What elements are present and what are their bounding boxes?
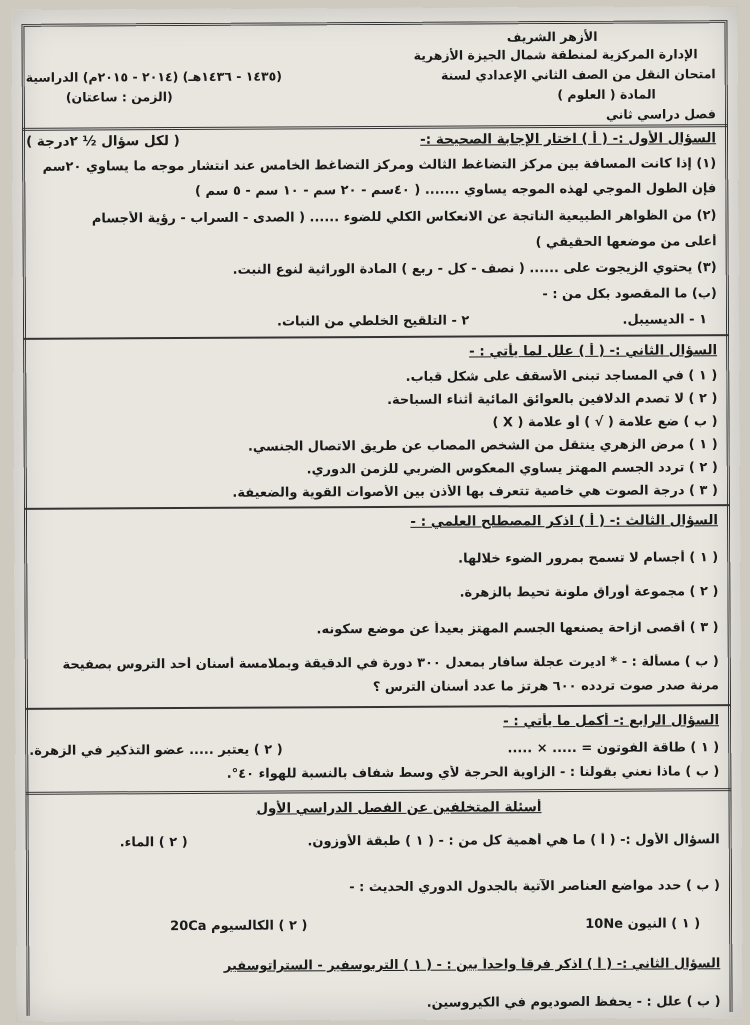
header-exam-title: امتحان النقل من الصف الثاني الإعدادي لسنة <box>440 66 716 83</box>
q1-item2-line2: أعلى من موضعها الحقيقي ) <box>535 234 717 251</box>
q4-item1: ( ١ ) طاقة الفوتون = ..... × ..... <box>507 740 720 757</box>
q1-b-item2: ٢ - التلقيح الخلطي من النبات. <box>276 313 470 330</box>
s2-q1-b-item2: ( ٢ ) الكالسيوم 20Ca <box>170 918 308 935</box>
q2-a-item1: ( ١ ) في المساجد تبنى الأسقف على شكل قباب. <box>405 368 718 385</box>
header-duration: (الزمن : ساعتان) <box>65 89 173 105</box>
s2-q1-item2: ( ٢ ) الماء. <box>119 834 188 851</box>
q1-marks: ( لكل سؤال ½ ٢درجة ) <box>26 133 180 150</box>
section2-title-text: أسئلة المتخلفين عن الفصل الدراسي الأول <box>256 799 542 817</box>
header-administration: الإدارة المركزية لمنطقة شمال الجيزة الأزهرية <box>413 46 698 63</box>
q1-item1-line2: فإن الطول الموجي لهذه الموجه يساوي ....... ( ٤٠سم - ٢٠ سم - ١٠ سم - ٥ سم ) <box>194 181 717 199</box>
header-exam-year: (١٤٣٥ - ١٤٣٦هـ) (٢٠١٤ - ٢٠١٥م) الدراسية <box>25 68 283 85</box>
s2-q1-part-b: ( ب ) حدد مواضع العناصر الآتية بالجدول الدوري الحديث : - <box>349 878 720 896</box>
q3-a-item1: ( ١ ) أجسام لا تسمح بمرور الضوء خلالها. <box>458 550 719 567</box>
q4-part-b: ( ب ) ماذا نعني بقولنا : - الزاوية الحرجة لأي وسط شفاف بالنسبة للهواء ٤٠°. <box>226 764 720 782</box>
s2-q1-title: السؤال الأول :- ( أ ) ما هي أهمية كل من : - ( ١ ) طبقة الأوزون. <box>307 832 720 850</box>
q1-item1-line1: (١) إذا كانت المسافة بين مركز التضاغط الثالث ومركز التضاغط الخامس عند انتشار موجه ما يساوي ٢٠سم <box>42 156 717 175</box>
section2-title <box>30 799 542 818</box>
s2-q2-title-text: السؤال الثاني :- ( أ ) اذكر فرقاً واحداً بين : - ( ١ ) التربوسفير - الستراتوسفير <box>223 956 721 974</box>
q4-title-text: السؤال الرابع :- أكمل ما يأتي : - <box>503 712 720 730</box>
s2-q2-part-b: ( ب ) علل : - يحفظ الصوديوم في الكيروسين. <box>426 994 721 1011</box>
q2-title-text: السؤال الثاني :- ( أ ) علل لما يأتي : - <box>469 342 718 360</box>
header-institution: الأزهر الشريف <box>506 28 598 45</box>
s2-q1-b-item1: ( ١ ) النيون 10Ne <box>585 916 701 932</box>
q1-b-item1: ١ - الديسيبل. <box>622 312 708 328</box>
q2-b-item3: ( ٣ ) درجة الصوت هي خاصية تتعرف بها الأذن بين الأصوات القوية والضعيفة. <box>232 483 718 501</box>
q1-part-b: (ب) ما المقصود بكل من : - <box>542 286 717 303</box>
q1-item3: (٣) يحتوي الزيجوت على ...... ( نصف - كل - ربع ) المادة الوراثية لنوع النبت. <box>232 260 717 278</box>
q1-title: السؤال الأول :- ( أ ) اختار الإجابة الصحيحة :- <box>420 130 717 148</box>
q4-item2: ( ٢ ) يعتبر ..... عضو التذكير في الزهرة. <box>29 742 283 759</box>
q3-problem-line1: ( ب ) مسألة : - * اديرت عجلة سافار بمعدل ٣٠٠ دورة في الدقيقة وبملامسة أسنان أحد التروس بصفيحة <box>62 654 719 673</box>
q2-b-item1: ( ١ ) مرض الزهري ينتقل من الشخص المصاب عن طريق الاتصال الجنسي. <box>247 437 718 455</box>
q2-part-b: ( ب ) ضع علامة ( √ ) أو علامة ( X ) <box>492 414 718 431</box>
q3-title-text: السؤال الثالث :- ( أ ) اذكر المصطلح العلمي : - <box>410 512 719 530</box>
exam-paper <box>11 6 742 1022</box>
q3-a-item2: ( ٢ ) مجموعة أوراق ملونة تحيط بالزهرة. <box>459 584 719 601</box>
q2-a-item2: ( ٢ ) لا تصدم الدلافين بالعوائق المائية أثناء السباحة. <box>387 391 718 408</box>
header-subject: المادة ( العلوم ) <box>557 86 656 103</box>
q1-item2-line1: (٢) من الظواهر الطبيعية الناتجة عن الانعكاس الكلي للضوء ...... ( الصدى - السراب - رؤية الأجسام <box>91 208 717 227</box>
q3-problem-line2: مرنة صدر صوت تردده ٦٠٠ هرتز ما عدد أسنان الترس ؟ <box>372 678 719 696</box>
q2-b-item2: ( ٢ ) تردد الجسم المهتز يساوي المعكوس الضربي للزمن الدوري. <box>306 460 718 478</box>
header-term: فصل دراسي ثاني <box>605 106 716 122</box>
q3-a-item3: ( ٣ ) أقصى ازاحة يصنعها الجسم المهتز بعيداً عن موضع سكونه. <box>316 620 719 638</box>
